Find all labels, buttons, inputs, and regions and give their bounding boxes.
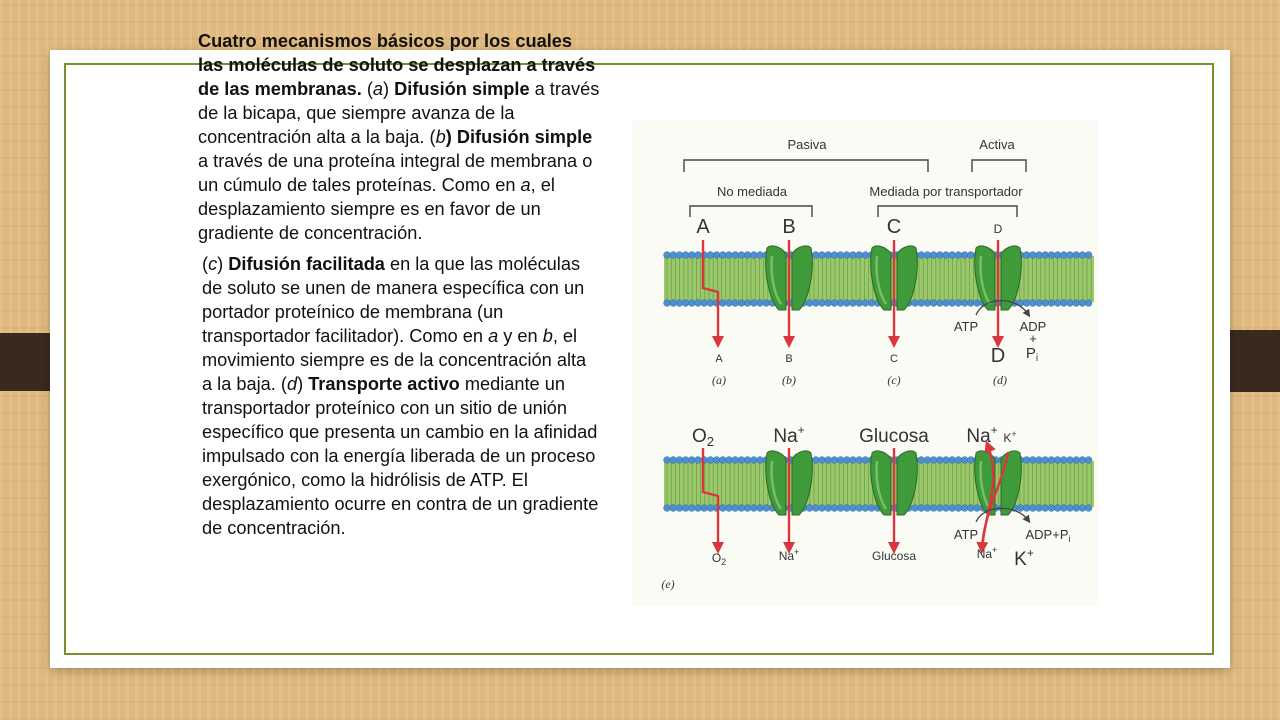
solute-o2-below: $O_2$: [711, 551, 727, 567]
adp-label-top: ADP: [1019, 319, 1047, 334]
caption-run: a: [520, 175, 531, 195]
solute-d-above: D: [993, 222, 1003, 236]
caption-run: mediante un transportador proteínico con un sitio de unión específico que presenta un cambio en la afinidad impulsado con la energía liberada de un proceso exergónico, como la hidrólisis de ATP. El desplazamiento ocurre en contra de un gradiente de concentración.: [202, 374, 599, 538]
atp-label-top: ATP: [953, 319, 979, 334]
caption-run: y en: [498, 326, 543, 346]
caption-run: c: [208, 254, 218, 274]
caption-run: en la que las moléculas de soluto se unen de manera específica con un portador proteínico de membrana (un transportador facilitador). Como en: [202, 254, 585, 346]
caption-run: a: [488, 326, 499, 346]
solute-b-above: B: [782, 216, 796, 238]
label-mediada-por-transportador: Mediada por transportador: [869, 184, 1023, 199]
caption-paragraph-2: [198, 252, 600, 540]
solute-o2-above: $O_2$: [691, 426, 715, 449]
solute-c-above: C: [886, 216, 902, 238]
caption-run: (: [202, 254, 209, 274]
caption-run: Cuatro mecanismos básicos por los cuales las moléculas de soluto se desplazan a través de las membranas.: [198, 31, 596, 99]
caption-run: a través de la bicapa, que siempre avanza de la concentración alta a la baja. (: [198, 79, 600, 147]
caption-run: Difusión facilitada: [228, 254, 385, 274]
figure-caption: [198, 29, 600, 547]
adp-pi-label-bottom: $ADP+P_i$: [1025, 527, 1071, 544]
solute-na-active-below: Na+: [976, 545, 998, 561]
solute-d-below: D: [990, 345, 1006, 367]
solute-na-above: Na+: [773, 423, 805, 447]
panel-letter-a: (a): [712, 373, 726, 387]
solute-a-below: A: [715, 353, 723, 365]
solute-k-above: K+: [1003, 429, 1017, 445]
caption-run: ) Difusión simple: [445, 127, 593, 147]
left-binder-tab: [0, 333, 52, 391]
pi-label-top: $P_i$: [1025, 345, 1039, 364]
caption-run: b: [435, 127, 446, 147]
panel-letter-d: (d): [993, 373, 1007, 387]
solute-na-active-above: Na+: [966, 423, 998, 447]
atp-label-bottom: ATP: [953, 527, 979, 542]
solute-a-above: A: [696, 216, 710, 238]
caption-paragraph-1: [198, 29, 600, 245]
caption-run: Difusión simple: [394, 79, 530, 99]
panel-letter-c: (c): [887, 373, 901, 387]
caption-run: Transporte activo: [308, 374, 460, 394]
solute-na-below: Na+: [778, 547, 800, 563]
label-no-mediada: No mediada: [716, 184, 788, 199]
solute-glucosa-below: Glucosa: [871, 549, 917, 563]
activa-bracket: [972, 160, 1026, 172]
caption-run: (: [361, 79, 373, 99]
pasiva-bracket: [684, 160, 928, 172]
caption-run: d: [286, 374, 298, 394]
solute-c-below: C: [890, 353, 898, 365]
membrane-transport-figure: [632, 120, 1099, 606]
label-pasiva: Pasiva: [787, 137, 827, 152]
plus-label-top: +: [1029, 331, 1037, 346]
caption-run: a: [372, 79, 384, 99]
caption-run: , el movimiento siempre es de la concentración alta a la baja. (: [202, 326, 587, 394]
caption-run: a través de una proteína integral de membrana o un cúmulo de tales proteínas. Como en: [198, 151, 593, 195]
caption-run: b: [542, 326, 553, 346]
solute-glucosa-above: Glucosa: [859, 426, 929, 447]
panel-letter-e: (e): [661, 577, 675, 591]
solute-b-below: B: [785, 353, 793, 365]
label-activa: Activa: [979, 137, 1015, 152]
caption-run: , el desplazamiento siempre es en favor de un gradiente de concentración.: [198, 175, 555, 243]
caption-run: ): [217, 254, 229, 274]
solute-k-below: K+: [1014, 546, 1034, 570]
caption-run: ): [297, 374, 309, 394]
caption-run: ): [383, 79, 395, 99]
panel-letter-b: (b): [782, 373, 796, 387]
